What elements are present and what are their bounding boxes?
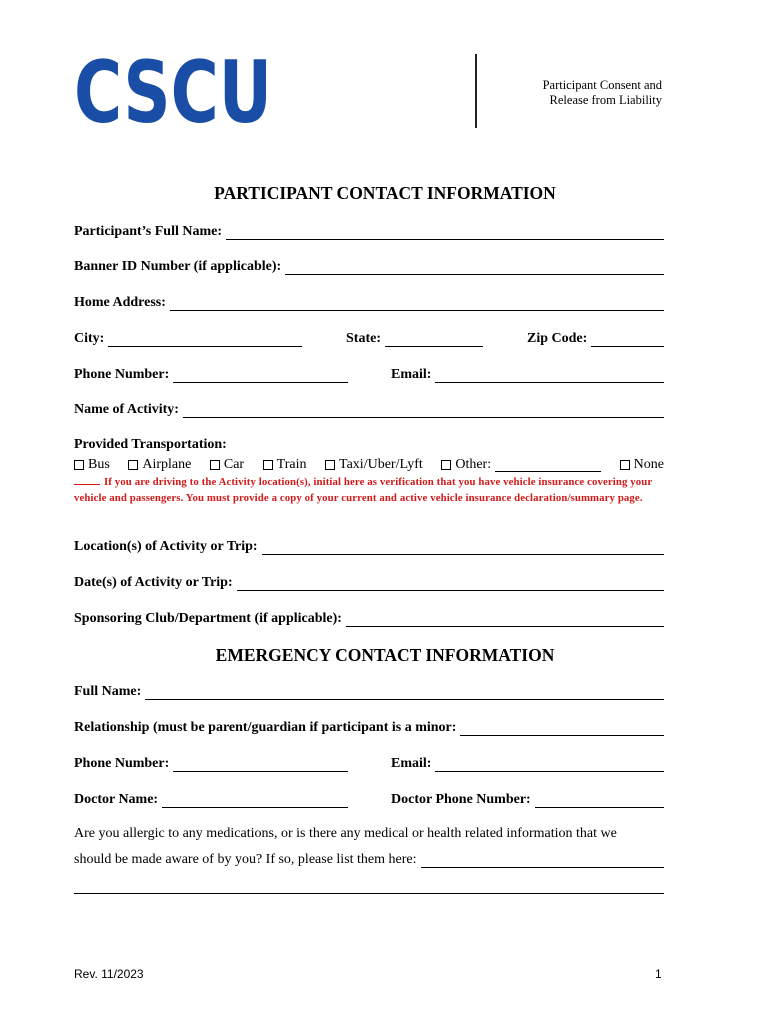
doctor-name-field[interactable] (162, 794, 348, 808)
checkbox-icon[interactable] (325, 460, 335, 470)
relationship-label: Relationship (must be parent/guardian if participant is a minor: (74, 720, 457, 735)
emergency-phone-label: Phone Number: (74, 756, 170, 771)
sponsor-field[interactable] (346, 613, 664, 627)
activity-row (74, 402, 664, 418)
transport-option-taxi[interactable]: Taxi/Uber/Lyft (325, 457, 423, 473)
checkbox-icon[interactable] (74, 460, 84, 470)
document-title-line1: Participant Consent and (542, 78, 662, 92)
emergency-name-field[interactable] (145, 686, 664, 700)
participant-phone-label: Phone Number: (74, 367, 170, 382)
insurance-initial-field[interactable] (74, 475, 100, 485)
emergency-phone-row (74, 756, 348, 772)
emergency-email-field[interactable] (435, 758, 664, 772)
home-address-field[interactable] (170, 297, 664, 311)
participant-name-label: Participant’s Full Name: (74, 224, 223, 239)
locations-field[interactable] (262, 541, 664, 555)
transport-option-train[interactable]: Train (263, 457, 307, 473)
emergency-email-row (391, 756, 664, 772)
participant-email-label: Email: (391, 367, 432, 382)
checkbox-icon[interactable] (128, 460, 138, 470)
revision-label: Rev. 11/2023 (74, 967, 144, 981)
zip-field[interactable] (591, 333, 664, 347)
banner-id-field[interactable] (285, 261, 664, 275)
checkbox-icon[interactable] (263, 460, 273, 470)
activity-label: Name of Activity: (74, 402, 179, 417)
document-title-line2: Release from Liability (549, 93, 662, 107)
sponsor-row (74, 611, 664, 627)
dates-field[interactable] (237, 577, 664, 591)
home-address-label: Home Address: (74, 295, 166, 310)
transport-option-none[interactable]: None (620, 457, 664, 473)
participant-phone-row (74, 367, 348, 383)
allergy-field[interactable] (421, 854, 664, 868)
state-label: State: (346, 331, 381, 346)
checkbox-icon[interactable] (441, 460, 451, 470)
emergency-phone-field[interactable] (173, 758, 348, 772)
allergy-question-row (74, 852, 664, 868)
other-transport-field[interactable] (495, 459, 601, 472)
participant-name-row (74, 224, 664, 240)
sponsor-label: Sponsoring Club/Department (if applicable): (74, 611, 342, 626)
checkbox-icon[interactable] (620, 460, 630, 470)
participant-email-row (391, 367, 664, 383)
city-field[interactable] (108, 333, 302, 347)
insurance-note (74, 475, 664, 506)
relationship-row (74, 720, 664, 736)
home-address-row (74, 295, 664, 311)
city-label: City: (74, 331, 105, 346)
transport-options (74, 457, 664, 473)
allergy-question-line2: should be made aware of by you? If so, please list them here: (74, 852, 417, 867)
transport-label: Provided Transportation: (74, 437, 227, 452)
zip-label: Zip Code: (527, 331, 588, 346)
doctor-name-label: Doctor Name: (74, 792, 159, 807)
participant-name-field[interactable] (226, 226, 664, 240)
transport-option-car[interactable]: Car (210, 457, 244, 473)
participant-section-title: PARTICIPANT CONTACT INFORMATION (214, 183, 556, 203)
logo-text: CSCU (74, 43, 272, 143)
allergy-field-line2[interactable] (74, 893, 664, 894)
transport-option-bus[interactable]: Bus (74, 457, 110, 473)
doctor-phone-row (391, 792, 664, 808)
header-divider (475, 54, 477, 128)
checkbox-icon[interactable] (210, 460, 220, 470)
transport-option-other[interactable]: Other: (441, 457, 601, 473)
document-title (543, 78, 662, 108)
doctor-phone-field[interactable] (535, 794, 664, 808)
relationship-field[interactable] (460, 722, 664, 736)
locations-label: Location(s) of Activity or Trip: (74, 539, 258, 554)
doctor-name-row (74, 792, 348, 808)
allergy-question-line1: Are you allergic to any medications, or is there any medical or health related information that we (74, 826, 617, 841)
city-row (74, 331, 302, 347)
participant-phone-field[interactable] (173, 369, 348, 383)
banner-id-label: Banner ID Number (if applicable): (74, 259, 282, 274)
locations-row (74, 539, 664, 555)
dates-row (74, 575, 664, 591)
insurance-note-text: If you are driving to the Activity location(s), initial here as verification that you have vehicle insurance covering your vehicle and passengers. You must provide a copy of your current and active vehicle insurance declaration/summary page. (74, 476, 653, 504)
page-number: 1 (655, 967, 662, 981)
zip-row (527, 331, 664, 347)
state-row (346, 331, 483, 347)
dates-label: Date(s) of Activity or Trip: (74, 575, 233, 590)
emergency-name-label: Full Name: (74, 684, 142, 699)
doctor-phone-label: Doctor Phone Number: (391, 792, 531, 807)
cscu-logo (74, 43, 274, 143)
emergency-section-title: EMERGENCY CONTACT INFORMATION (215, 645, 555, 665)
transport-option-airplane[interactable]: Airplane (128, 457, 191, 473)
activity-field[interactable] (183, 404, 664, 418)
emergency-name-row (74, 684, 664, 700)
participant-email-field[interactable] (435, 369, 664, 383)
state-field[interactable] (385, 333, 483, 347)
banner-id-row (74, 259, 664, 275)
emergency-email-label: Email: (391, 756, 432, 771)
